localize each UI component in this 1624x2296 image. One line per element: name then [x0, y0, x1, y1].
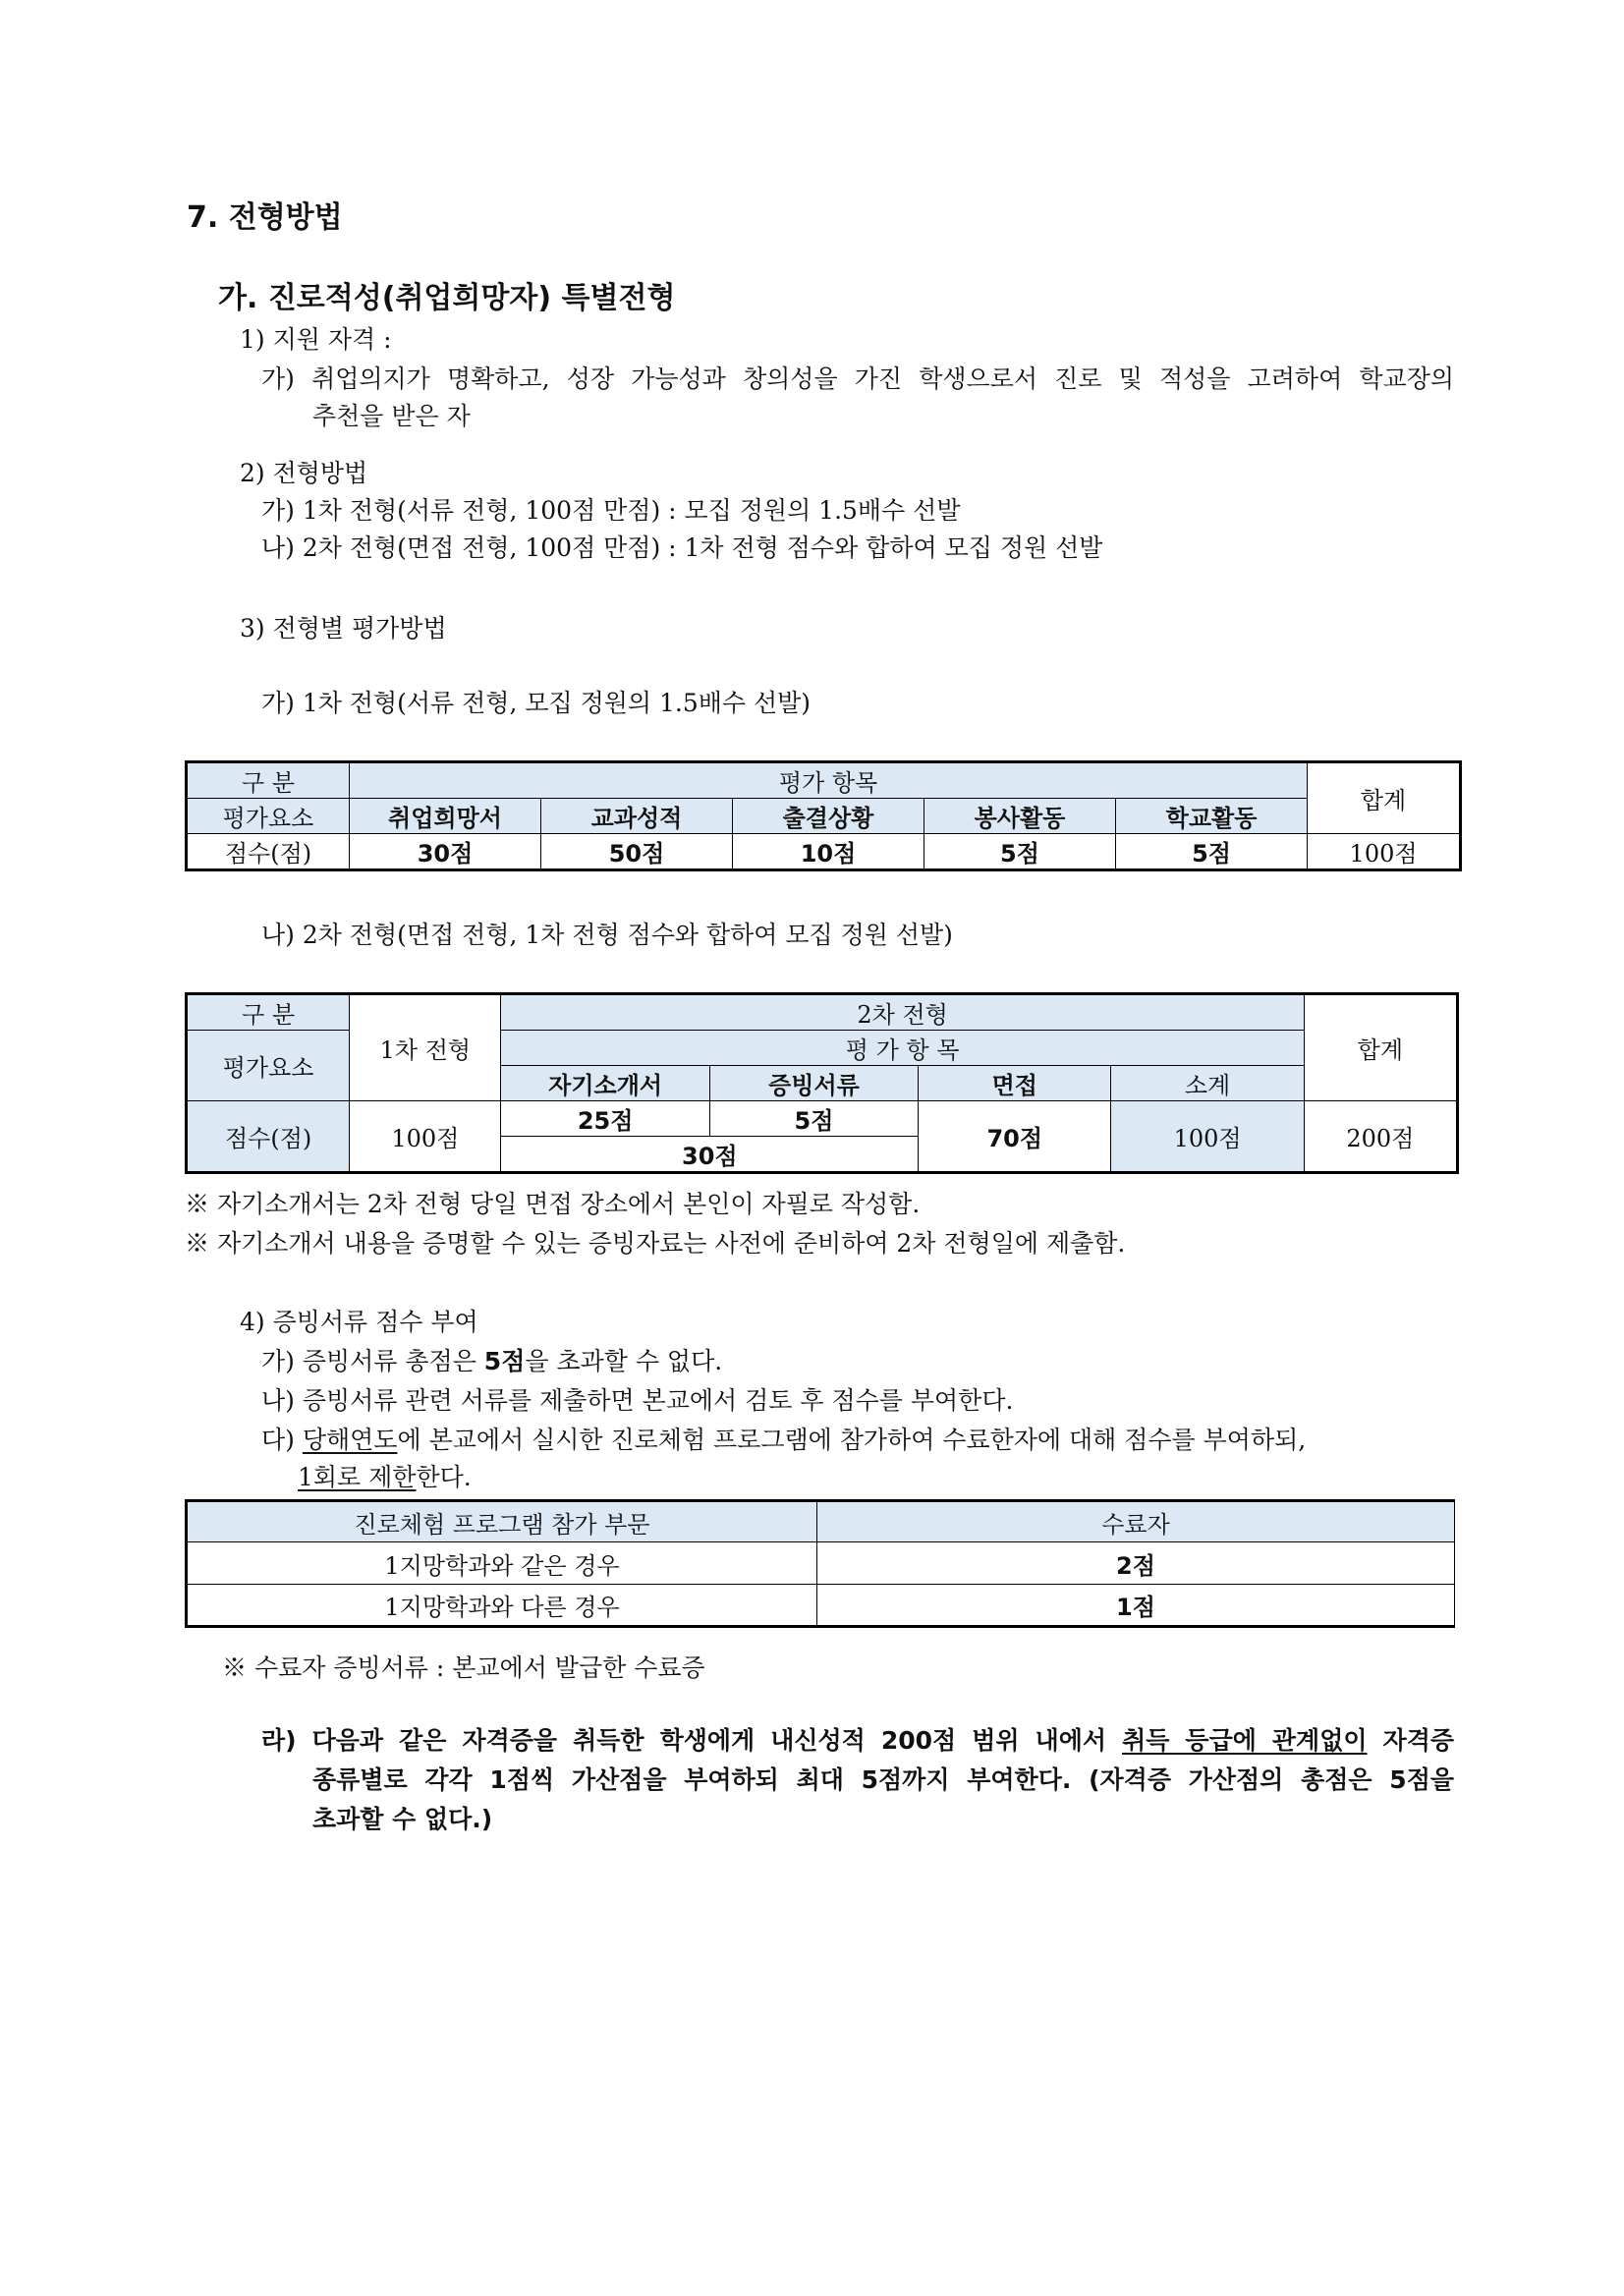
score-self-intro: 25점 — [501, 1101, 709, 1137]
qualification-heading: 1) 지원 자격 : — [240, 325, 392, 354]
header-completer: 수료자 — [817, 1501, 1455, 1542]
element-label: 평가요소 — [187, 799, 350, 834]
certificate-line3: 초과할 수 없다.) — [312, 1805, 493, 1833]
row-different-major-category: 1지망학과와 다른 경우 — [187, 1585, 817, 1627]
second-stage-header: 2차 전형 — [501, 994, 1304, 1031]
column-self-intro: 자기소개서 — [501, 1066, 709, 1101]
column-subtotal: 소계 — [1111, 1066, 1304, 1101]
certificate-line1-post: 자격증 — [1367, 1726, 1455, 1755]
method-heading: 2) 전형방법 — [240, 459, 368, 487]
division-header: 구 분 — [187, 994, 350, 1031]
certificate-line1-pre: 라) 다음과 같은 자격증을 취득한 학생에게 내신성적 200점 범위 내에서 — [261, 1726, 1123, 1755]
completer-note: ※ 수료자 증빙서류 : 본교에서 발급한 수료증 — [222, 1653, 705, 1682]
first-stage-header: 1차 전형 — [350, 994, 501, 1101]
first-stage-heading: 가) 1차 전형(서류 전형, 모집 정원의 1.5배수 선발) — [261, 689, 812, 717]
column-grades: 교과성적 — [541, 799, 733, 834]
career-program-table — [185, 1499, 1455, 1628]
score-interview: 70점 — [919, 1101, 1111, 1173]
items-header: 평가 항목 — [350, 762, 1308, 799]
evaluation-heading: 3) 전형별 평가방법 — [240, 614, 447, 643]
total-header: 합계 — [1308, 762, 1461, 834]
score-label: 점수(점) — [187, 834, 350, 870]
column-interview: 면접 — [919, 1066, 1111, 1101]
evidence-item-da-underline-year: 당해연도 — [302, 1426, 398, 1454]
score-grades: 50점 — [541, 834, 733, 870]
qualification-item-ga-line2: 추천을 받은 자 — [312, 402, 471, 430]
qualification-item-ga-line1: 가) 취업의지가 명확하고, 성장 가능성과 창의성을 가진 학생으로서 진로 및 적성을 고려하여 학교장의 — [261, 364, 1454, 393]
evidence-item-ga — [261, 1342, 722, 1377]
certificate-line1 — [261, 1721, 1454, 1757]
evidence-item-da-underline-limit: 1회로 제한 — [298, 1463, 417, 1491]
column-attendance: 출결상황 — [733, 799, 924, 834]
evidence-item-na: 나) 증빙서류 관련 서류를 제출하면 본교에서 검토 후 점수를 부여한다. — [261, 1386, 1014, 1415]
column-volunteer: 봉사활동 — [924, 799, 1116, 834]
evidence-item-da-pre: 다) — [261, 1426, 303, 1454]
score-attendance: 10점 — [733, 834, 924, 870]
column-evidence: 증빙서류 — [709, 1066, 918, 1101]
score-label: 점수(점) — [187, 1101, 350, 1173]
second-stage-heading: 나) 2차 전형(면접 전형, 1차 전형 점수와 합하여 모집 정원 선발) — [261, 921, 953, 949]
score-evidence: 5점 — [709, 1101, 918, 1137]
evidence-item-da-line1 — [261, 1421, 1306, 1456]
score-first-stage: 100점 — [350, 1101, 501, 1173]
row-same-major-score: 2점 — [817, 1542, 1455, 1585]
items-header: 평 가 항 목 — [501, 1031, 1304, 1066]
row-different-major-score: 1점 — [817, 1585, 1455, 1627]
evidence-item-ga-pre: 가) 증빙서류 총점은 — [261, 1347, 484, 1375]
score-employment-wish: 30점 — [350, 834, 541, 870]
method-item-na: 나) 2차 전형(면접 전형, 100점 만점) : 1차 전형 점수와 합하여 모집 정원 선발 — [261, 533, 1103, 562]
method-item-ga: 가) 1차 전형(서류 전형, 100점 만점) : 모집 정원의 1.5배수 선발 — [261, 496, 961, 525]
evidence-item-ga-bold: 5점 — [483, 1347, 526, 1375]
header-category: 진로체험 프로그램 참가 부문 — [187, 1501, 817, 1542]
score-school-activity: 5점 — [1116, 834, 1308, 870]
evidence-item-ga-post: 을 초과할 수 없다. — [525, 1347, 723, 1375]
score-subtotal: 100점 — [1111, 1101, 1304, 1173]
score-volunteer: 5점 — [924, 834, 1116, 870]
column-school-activity: 학교활동 — [1116, 799, 1308, 834]
division-header: 구 분 — [187, 762, 350, 799]
certificate-line1-underline: 취득 등급에 관계없이 — [1122, 1726, 1368, 1755]
note-evidence-materials: ※ 자기소개서 내용을 증명할 수 있는 증빙자료는 사전에 준비하여 2차 전형일에 제출함. — [185, 1229, 1126, 1258]
certificate-line2: 종류별로 각각 1점씩 가산점을 부여하되 최대 5점까지 부여한다. (자격증 가산점의 총점은 5점을 — [312, 1765, 1454, 1794]
row-same-major-category: 1지망학과와 같은 경우 — [187, 1542, 817, 1585]
element-label: 평가요소 — [187, 1031, 350, 1101]
evidence-item-da-post: 에 본교에서 실시한 진로체험 프로그램에 참가하여 수료한자에 대해 점수를 부여하되, — [397, 1426, 1307, 1454]
score-combined: 30점 — [501, 1137, 919, 1173]
note-self-intro: ※ 자기소개서는 2차 전형 당일 면접 장소에서 본인이 자필로 작성함. — [185, 1190, 921, 1218]
score-total: 100점 — [1308, 834, 1461, 870]
score-total: 200점 — [1304, 1101, 1457, 1173]
evidence-heading: 4) 증빙서류 점수 부여 — [240, 1308, 478, 1336]
second-stage-table — [185, 992, 1459, 1174]
subsection-title: 가. 진로적성(취업희망자) 특별전형 — [218, 281, 676, 315]
section-title: 7. 전형방법 — [187, 200, 343, 235]
total-header: 합계 — [1304, 994, 1457, 1101]
first-stage-table — [185, 760, 1462, 871]
evidence-item-da-line2 — [298, 1458, 472, 1493]
column-employment-wish: 취업희망서 — [350, 799, 541, 834]
evidence-item-da-tail: 한다. — [416, 1463, 472, 1491]
